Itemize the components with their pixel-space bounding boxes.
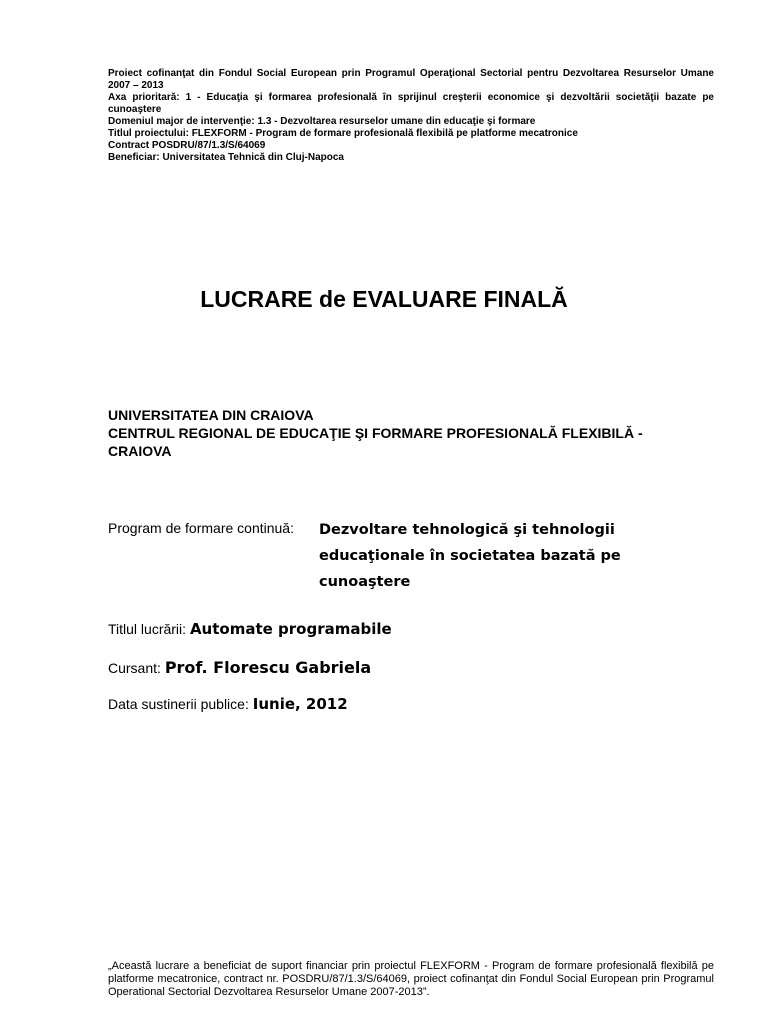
university-name: UNIVERSITATEA DIN CRAIOVA <box>108 407 314 423</box>
header-line-project-title: Titlul proiectului: FLEXFORM - Program de formare profesională flexibilă pe platforme mecatronice <box>108 128 578 139</box>
thesis-value: Automate programabile <box>189 620 392 638</box>
date-label: Data sustinerii publice: <box>108 696 249 712</box>
header-line-domain: Domeniul major de intervenţie: 1.3 - Dezvoltarea resurselor umane din educaţie şi formare <box>108 116 536 127</box>
funding-note: „Această lucrare a beneficiat de suport financiar prin proiectul FLEXFORM - Program de formare profesională flexibilă pe platforme mecatronice, contract nr. POSDRU/87/1.3/S/64069, proiect cofinanţat din Fondul Social European prin Programul Operational Sectorial Dezvoltarea Resurselor Umane 2007-2013”. <box>108 960 714 998</box>
center-city: CRAIOVA <box>108 443 172 459</box>
header-line-axis: Axa prioritară: 1 - Educaţia şi formarea profesională în sprijinul creşterii economice şi dezvoltării societăţii bazate pe cunoaştere <box>108 92 714 115</box>
header-line-contract: Contract POSDRU/87/1.3/S/64069 <box>108 140 266 151</box>
program-value-line: Dezvoltare tehnologică şi tehnologii <box>319 522 615 538</box>
program-value <box>319 517 679 595</box>
date-value: Iunie, 2012 <box>252 695 348 713</box>
center-name: CENTRUL REGIONAL DE EDUCAŢIE ŞI FORMARE PROFESIONALĂ FLEXIBILĂ - <box>108 425 643 441</box>
thesis-row <box>108 620 392 638</box>
document-title: LUCRARE de EVALUARE FINALĂ <box>200 286 568 312</box>
student-label: Cursant: <box>108 660 161 676</box>
program-value-line: educaţionale în societatea bazată pe <box>319 548 621 564</box>
program-label: Program de formare continuă: <box>108 520 294 536</box>
institution-block <box>108 406 718 460</box>
header-line-beneficiary: Beneficiar: Universitatea Tehnică din Cluj-Napoca <box>108 152 344 163</box>
date-row <box>108 695 348 713</box>
thesis-label: Titlul lucrării: <box>108 621 187 637</box>
project-header <box>108 68 714 164</box>
header-line-program: Proiect cofinanţat din Fondul Social European prin Programul Operaţional Sectorial pentru Dezvoltarea Resurselor Umane 2007 – 2013 <box>108 68 714 91</box>
student-value: Prof. Florescu Gabriela <box>164 658 372 677</box>
student-row <box>108 658 371 677</box>
program-value-line: cunoaştere <box>319 574 411 590</box>
